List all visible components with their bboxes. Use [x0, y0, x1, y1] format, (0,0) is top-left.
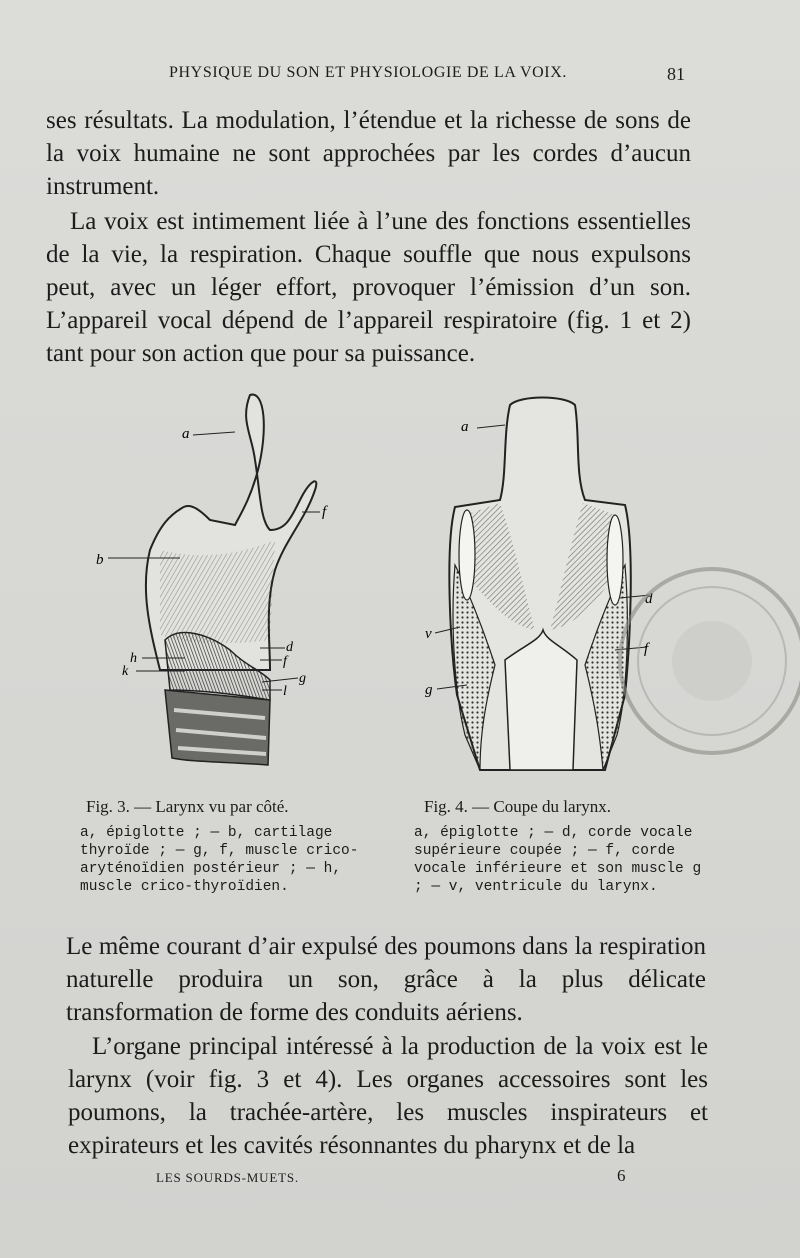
paragraph-4: L’organe principal intéressé à la production de la voix est le larynx (voir fig. 3 et 4). Les organes accessoires sont les poumons, la trachée-artère, les muscles inspirateurs et expirateurs et les cavités résonnantes du pharynx et de la: [68, 1033, 708, 1159]
figure-3-caption: Fig. 3. — Larynx vu par côté.: [86, 797, 289, 816]
fig4-label-d: d: [645, 591, 653, 607]
fig4-label-a: a: [461, 419, 469, 435]
fig3-label-b: b: [96, 552, 104, 568]
paragraph-3: Le même courant d’air expulsé des poumons dans la respiration naturelle produira un son, grâce à la plus délicate transformation de forme des conduits aériens.: [66, 933, 706, 1026]
fig4-label-f: f: [644, 641, 649, 657]
fig3-label-a: a: [182, 426, 190, 442]
fig3-label-g: g: [299, 671, 306, 686]
fig3-label-d: d: [286, 640, 293, 655]
figure-4-caption: Fig. 4. — Coupe du larynx.: [424, 797, 611, 816]
footer-signature: 6: [617, 1166, 626, 1185]
library-stamp: [612, 556, 800, 766]
figure-3-legend: a, épiglotte ; — b, cartilage thyroïde ; — g, f, muscle crico-aryténoïdien postérieur ; — h, muscle crico-thyroïdien.: [80, 825, 359, 895]
figure-3-larynx-side: [90, 390, 340, 775]
fig3-label-l: l: [283, 684, 287, 699]
fig3-label-f: f: [283, 654, 287, 669]
figure-4-legend: a, épiglotte ; — d, corde vocale supérieure coupée ; — f, corde vocale inférieure et son muscle g ; — v, ventricule du larynx.: [414, 825, 702, 895]
fig4-label-v: v: [425, 626, 432, 642]
page-number: 81: [667, 64, 685, 84]
fig3-label-k: k: [122, 664, 129, 679]
fig4-label-g: g: [425, 682, 433, 698]
running-title: PHYSIQUE DU SON ET PHYSIOLOGIE DE LA VOIX.: [169, 64, 567, 81]
footer-book-title: LES SOURDS-MUETS.: [156, 1170, 299, 1185]
fig3-label-f-top: f: [322, 504, 327, 520]
fig3-label-h: h: [130, 651, 137, 666]
paragraph-1: ses résultats. La modulation, l’étendue et la richesse de sons de la voix humaine ne sont approchées par les cordes d’aucun instrument.: [46, 107, 691, 200]
paragraph-2: La voix est intimement liée à l’une des fonctions essentielles de la vie, la respiration. Chaque souffle que nous expulsons peut, avec un léger effort, provoquer l’émission d’un son. L’appareil vocal dépend de l’appareil respiratoire (fig. 1 et 2) tant pour son action que pour sa puissance.: [46, 208, 691, 367]
